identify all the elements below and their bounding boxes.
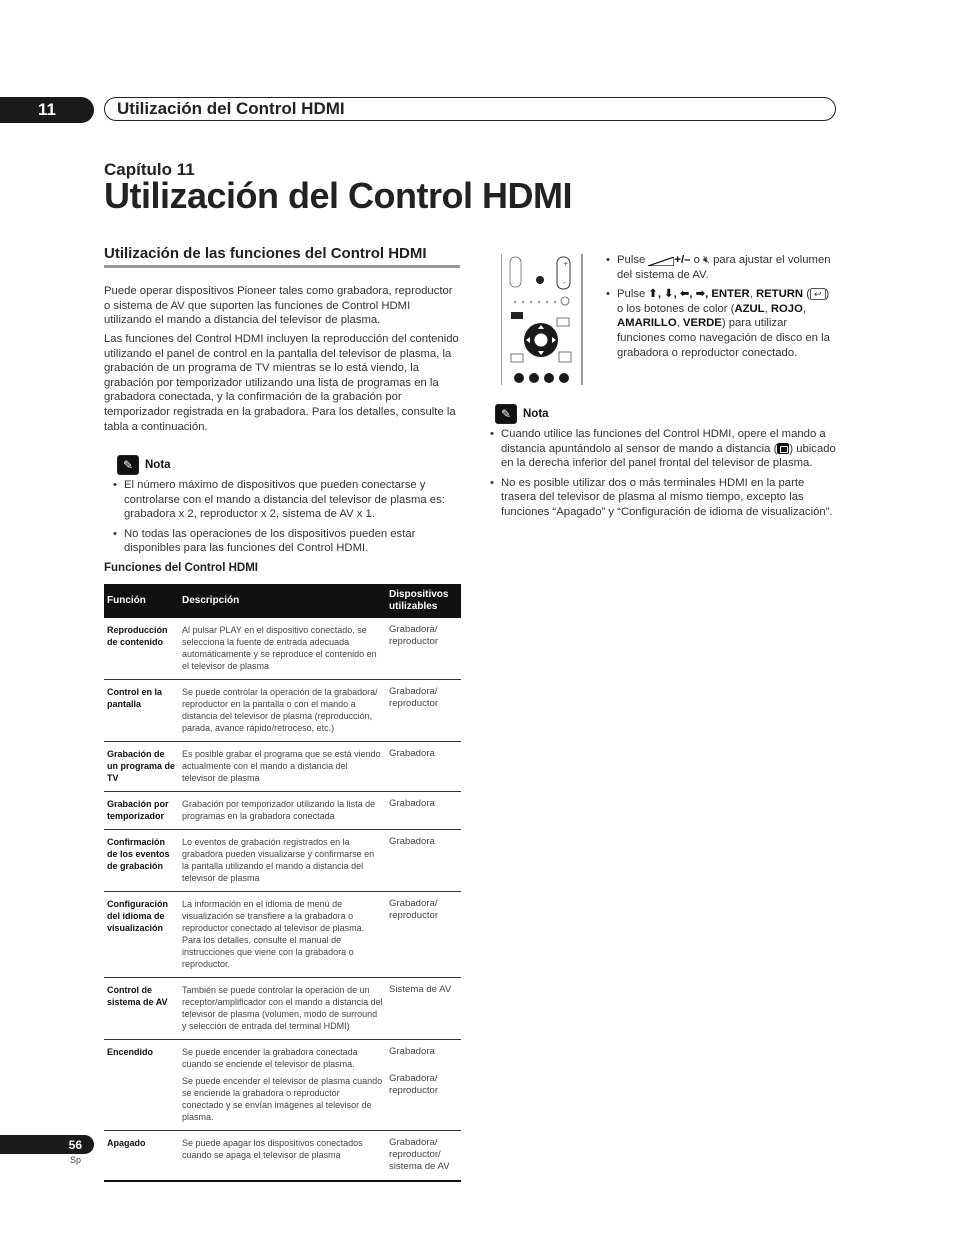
chapter-number-tab: 11 [0,97,94,123]
description-cell: Lo eventos de grabación registrados en la grabadora pueden visualizarse y confirmarse en la pantalla utilizando el mando a distancia del televisor de plasma [179,830,386,892]
table-row [104,618,461,680]
text-color-buttons: ) o los botones de color ( [617,288,830,315]
table-row [104,978,461,1040]
pencil-note-icon: ✎ [117,455,139,475]
arrow-buttons: ⬆, ⬇, ⬅, ➡, [648,288,709,301]
table-row [104,1040,461,1131]
devices-cell: Grabadora [386,830,461,892]
navigation-instruction-text: ) para utilizar funciones como navegación de disco en la grabadora o reproductor conectado. [617,317,830,359]
text-pulse: Pulse [617,254,646,266]
volume-instruction-text: para ajustar el volumen del sistema de AV. [617,254,831,281]
note-list [113,478,459,561]
description-cell: También se puede controlar la operación de un receptor/amplificador con el mando a distancia del televisor de plasma (volumen, modo de surround y selección de entrada del terminal HDMI) [179,978,386,1040]
table-row [104,680,461,742]
function-cell: Grabación por temporizador [104,792,179,830]
description-cell: Al pulsar PLAY en el dispositivo conectado, se selecciona la fuente de entrada adecuada automáticamente y se reproduce el contenido en el televisor de plasma [179,618,386,680]
description-cell: Es posible grabar el programa que se está viendo actualmente con el mando a distancia del televisor de plasma [179,742,386,792]
intro-paragraph-1: Puede operar dispositivos Pioneer tales como grabadora, reproductor o sistema de AV que suporten las funciones de Control HDMI utilizando el mando a distancia del televisor de plasma. [104,285,453,327]
devices-cell: Grabadora/ reproductor/ sistema de AV [386,1131,461,1182]
function-cell: Control de sistema de AV [104,978,179,1040]
table-caption: Funciones del Control HDMI [104,562,258,574]
devices-cell: Grabadora/ reproductor [386,618,461,680]
note-label: Nota [145,459,171,471]
azul-label: AZUL [734,302,765,315]
description-line: Se puede encender el televisor de plasma cuando se enciende la grabadora o reproductor conectado y se envían imágenes al televisor de plasma. [182,1076,383,1122]
text-or: o [693,254,700,266]
note-item: • No es posible utilizar dos o más terminales HDMI en la parte trasera del televisor de plasma al mismo tiempo, excepto las funciones “Apagado” y “Configuración de idioma de visualización”. [490,476,838,520]
remote-sensor-icon [777,443,789,454]
description-cell: Grabación por temporizador utilizando la lista de programas en la grabadora conectada [179,792,386,830]
function-cell: Control en la pantalla [104,680,179,742]
verde-label: VERDE [682,317,722,330]
navigation-instruction: • Pulse ⬆, ⬇, ⬅, ➡, ENTER, RETURN ( ↩ ) o los botones de color (AZUL, ROJO, AMARILLO, VERDE) para utilizar funciones como navegación de disco en la grabadora o reproductor conectado. [606,287,836,360]
note-heading [495,404,549,424]
section-heading: Utilización de las funciones del Control HDMI [104,245,460,268]
devices-cell: Sistema de AV [386,978,461,1040]
amarillo-label: AMARILLO [617,317,677,330]
devices-line: Grabadora/ reproductor [389,1073,439,1096]
description-cell: La información en el idioma de menú de visualización se transfiere a la grabadora o reproductor conectado al televisor de plasma. Para los detalles, consulte el manual de instrucciones que viene con la grabadora o reproductor. [179,892,386,978]
table-header-devices: Dispositivos utilizables [386,584,461,618]
remote-control-illustration [501,252,583,387]
return-label: RETURN [755,288,804,301]
function-cell: Configuración del idioma de visualización [104,892,179,978]
function-cell: Grabación de un programa de TV [104,742,179,792]
table-row [104,742,461,792]
svg-text:–: – [563,279,566,286]
note-item [490,427,838,471]
hdmi-functions-table [104,584,461,1182]
devices-cell: Grabadora [386,792,461,830]
description-cell: Se puede controlar la operación de la grabadora/ reproductor en la pantalla o con el mando a distancia del televisor de plasma (reproducción, parada, avance rápido/retroceso, etc.) [179,680,386,742]
chapter-title-bar: Utilización del Control HDMI [104,97,836,121]
devices-cell: Grabadora/ reproductor [386,680,461,742]
table-row [104,892,461,978]
table-row [104,830,461,892]
note-item-text: ) ubicado en la derecha inferior del panel frontal del televisor de plasma. [501,442,836,470]
note-heading [117,455,171,475]
function-cell: Apagado [104,1131,179,1182]
description-cell [179,1040,386,1131]
page-title: Utilización del Control HDMI [104,175,572,216]
svg-text:+: + [563,261,569,268]
page-language-code: Sp [70,1155,82,1165]
table-header-description: Descripción [179,584,386,618]
note-item-text: Cuando utilice las funciones del Control HDMI, opere el mando a distancia apuntándolo al sensor de mando a distancia ( [501,428,826,455]
volume-instruction [606,253,836,282]
paren-open: ( [806,288,810,301]
function-cell: Confirmación de los eventos de grabación [104,830,179,892]
function-cell: Encendido [104,1040,179,1131]
page-number-tab: 56 [0,1135,94,1154]
enter-label: ENTER [711,288,750,301]
mute-icon: 🔇︎ [703,254,710,266]
note-label: Nota [523,408,549,420]
chapter-label: Capítulo 11 [104,160,195,179]
note-list [490,427,838,525]
return-icon: ↩ [810,288,826,300]
table-row [104,1131,461,1182]
intro-paragraph-2: Las funciones del Control HDMI incluyen la reproducción del contenido utilizando el panel de control en la pantalla del televisor de plasma, la grabación de un programa de TV mientras se lo está viendo, la grabación por temporizador utilizando una lista de programas en la grabadora conectada, y la confirmación de la grabación por temporizador registrada en la grabadora. Para los detalles, consulte la tabla a continuación. [104,333,459,433]
devices-cell [386,1040,461,1131]
devices-line: Grabadora [389,1046,435,1057]
devices-cell: Grabadora/ reproductor [386,892,461,978]
volume-icon [648,256,674,265]
text-pulse: Pulse [617,288,646,301]
devices-cell: Grabadora [386,742,461,792]
note-item: • No todas las operaciones de los dispositivos pueden estar disponibles para las funciones del Control HDMI. [113,527,459,556]
function-cell: Reproducción de contenido [104,618,179,680]
rojo-label: ROJO [770,302,803,315]
description-cell: Se puede apagar los dispositivos conectados cuando se apaga el televisor de plasma [179,1131,386,1182]
volume-buttons-label: +/– [674,254,691,266]
table-row [104,792,461,830]
remote-instructions [606,253,836,365]
description-line: Se puede encender la grabadora conectada cuando se enciende el televisor de plasma. [182,1047,358,1069]
table-header-function: Función [104,584,179,618]
note-item: • El número máximo de dispositivos que pueden conectarse y controlarse con el mando a distancia del televisor de plasma es: grabadora x 2, reproductor x 2, sistema de AV x 1. [113,478,459,522]
pencil-note-icon: ✎ [495,404,517,424]
